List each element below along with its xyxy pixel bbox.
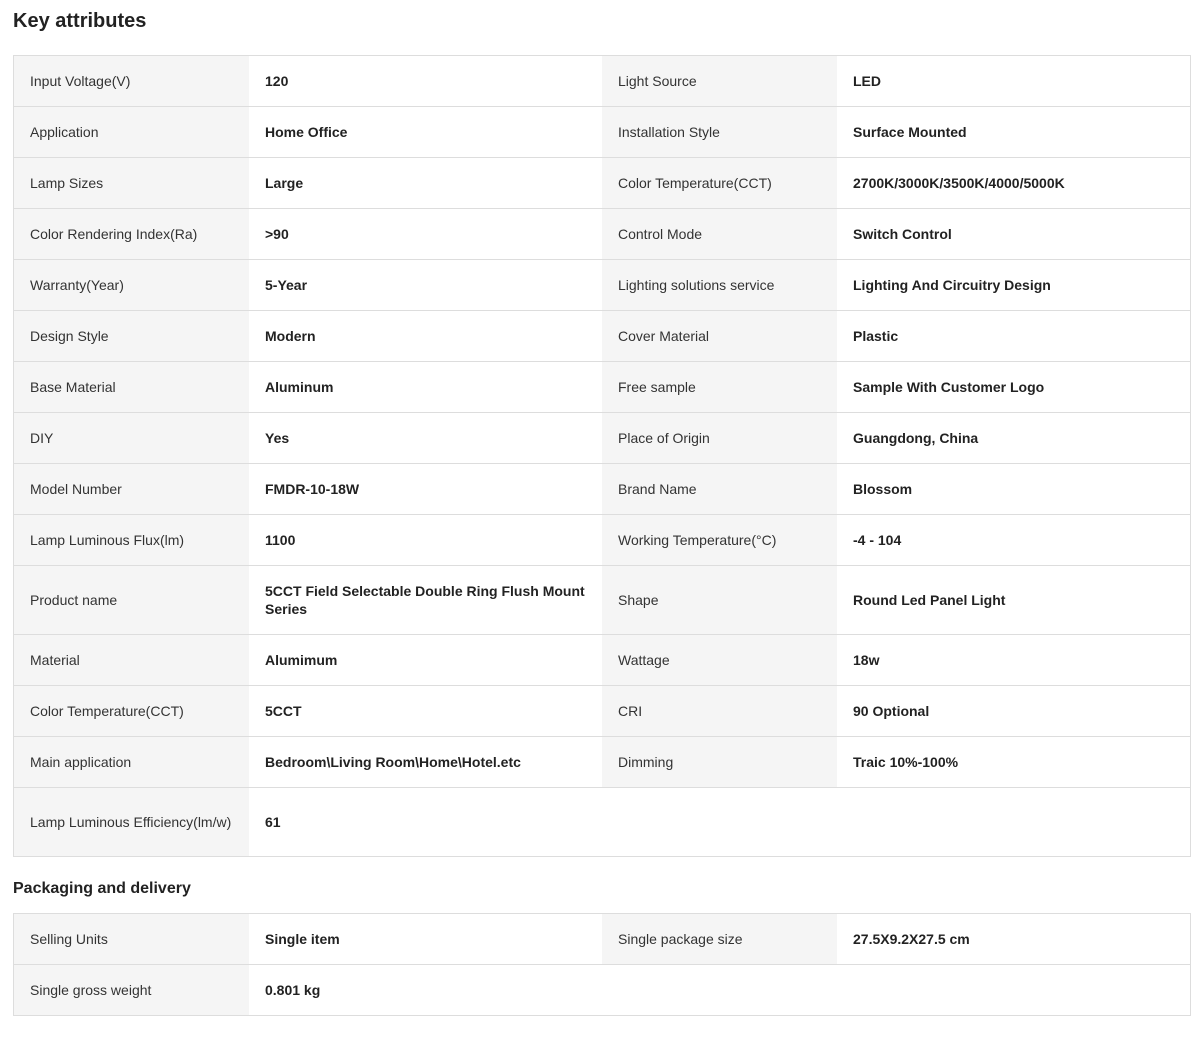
attribute-value: Round Led Panel Light [837, 566, 1190, 634]
attribute-value: Plastic [837, 311, 1190, 361]
attribute-value: Bedroom\Living Room\Home\Hotel.etc [249, 737, 602, 787]
table-row [14, 914, 1190, 965]
attribute-key: Input Voltage(V) [14, 56, 249, 106]
table-row [14, 260, 1190, 311]
attribute-key: Wattage [602, 635, 837, 685]
attribute-value: >90 [249, 209, 602, 259]
table-row [14, 158, 1190, 209]
table-row [14, 107, 1190, 158]
table-row [14, 515, 1190, 566]
table-row [14, 788, 1190, 856]
attribute-key: Single gross weight [14, 965, 249, 1015]
attribute-value: LED [837, 56, 1190, 106]
attribute-key: Installation Style [602, 107, 837, 157]
attribute-key: Material [14, 635, 249, 685]
attribute-value: Single item [249, 914, 602, 964]
attribute-key: DIY [14, 413, 249, 463]
attribute-key: Lamp Luminous Efficiency(lm/w) [14, 788, 249, 856]
attribute-value: Traic 10%-100% [837, 737, 1190, 787]
table-row [14, 56, 1190, 107]
attribute-key: Color Rendering Index(Ra) [14, 209, 249, 259]
attribute-value: 90 Optional [837, 686, 1190, 736]
table-row [14, 566, 1190, 635]
attribute-key: Color Temperature(CCT) [602, 158, 837, 208]
key-attributes-table [13, 55, 1191, 857]
attribute-value: 5CCT [249, 686, 602, 736]
attribute-value: Alumimum [249, 635, 602, 685]
table-row [14, 965, 1190, 1015]
attribute-key: Product name [14, 566, 249, 634]
table-row [14, 686, 1190, 737]
table-row [14, 464, 1190, 515]
attribute-key: Working Temperature(°C) [602, 515, 837, 565]
attribute-value: 2700K/3000K/3500K/4000/5000K [837, 158, 1190, 208]
attribute-value: 120 [249, 56, 602, 106]
table-row [14, 413, 1190, 464]
empty-cell [602, 965, 837, 1015]
attribute-key: Model Number [14, 464, 249, 514]
attribute-key: Lamp Luminous Flux(lm) [14, 515, 249, 565]
attribute-key: Warranty(Year) [14, 260, 249, 310]
attribute-key: Dimming [602, 737, 837, 787]
attribute-key: Single package size [602, 914, 837, 964]
attribute-value: 0.801 kg [249, 965, 602, 1015]
attribute-value: 1100 [249, 515, 602, 565]
key-attributes-title: Key attributes [13, 10, 147, 32]
attribute-key: Lighting solutions service [602, 260, 837, 310]
attribute-value: FMDR-10-18W [249, 464, 602, 514]
packaging-table [13, 913, 1191, 1016]
attribute-value: Large [249, 158, 602, 208]
attribute-value: 18w [837, 635, 1190, 685]
attribute-value: Blossom [837, 464, 1190, 514]
attribute-value: Yes [249, 413, 602, 463]
table-row [14, 635, 1190, 686]
attribute-key: Free sample [602, 362, 837, 412]
attribute-key: Place of Origin [602, 413, 837, 463]
attribute-value: Surface Mounted [837, 107, 1190, 157]
attribute-value: Lighting And Circuitry Design [837, 260, 1190, 310]
attribute-key: Color Temperature(CCT) [14, 686, 249, 736]
attribute-key: Lamp Sizes [14, 158, 249, 208]
attribute-key: Design Style [14, 311, 249, 361]
attribute-value: Aluminum [249, 362, 602, 412]
attribute-key: CRI [602, 686, 837, 736]
attribute-value: Modern [249, 311, 602, 361]
attribute-value: Switch Control [837, 209, 1190, 259]
attribute-value: 27.5X9.2X27.5 cm [837, 914, 1190, 964]
attribute-key: Base Material [14, 362, 249, 412]
attribute-key: Selling Units [14, 914, 249, 964]
attribute-value: -4 - 104 [837, 515, 1190, 565]
attribute-value: Home Office [249, 107, 602, 157]
table-row [14, 362, 1190, 413]
attribute-key: Control Mode [602, 209, 837, 259]
attribute-value: 5-Year [249, 260, 602, 310]
empty-cell [837, 965, 1190, 1015]
empty-cell [837, 788, 1190, 856]
table-row [14, 737, 1190, 788]
packaging-title: Packaging and delivery [13, 880, 191, 897]
attribute-value: 61 [249, 788, 602, 856]
attribute-value: Sample With Customer Logo [837, 362, 1190, 412]
attribute-key: Brand Name [602, 464, 837, 514]
attribute-value: 5CCT Field Selectable Double Ring Flush Mount Series [249, 566, 602, 634]
attribute-key: Light Source [602, 56, 837, 106]
attribute-value: Guangdong, China [837, 413, 1190, 463]
empty-cell [602, 788, 837, 856]
table-row [14, 311, 1190, 362]
attribute-key: Shape [602, 566, 837, 634]
attribute-key: Cover Material [602, 311, 837, 361]
table-row [14, 209, 1190, 260]
attribute-key: Main application [14, 737, 249, 787]
attribute-key: Application [14, 107, 249, 157]
